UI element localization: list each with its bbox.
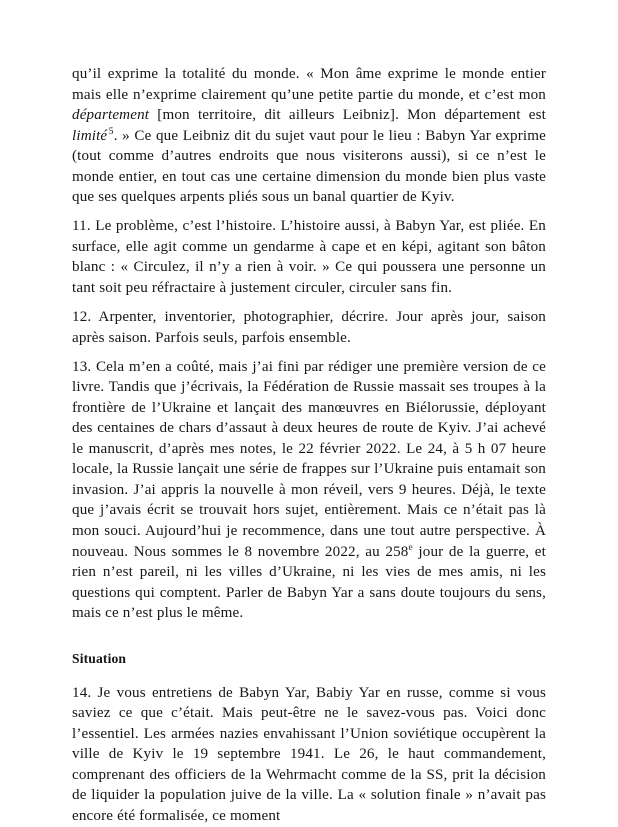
paragraph-11: 11. Le problème, c’est l’histoire. L’histoire aussi, à Babyn Yar, est pliée. En surface, elle agit comme un gendarme à cape et en képi, agitant son bâton blanc : « Circulez, il n’y a rien à voir. » Ce qui poussera une personne un tant soit peu réfractaire à justement circuler, circuler sans fin. xyxy=(72,218,546,296)
emphasis-text: département xyxy=(72,107,150,124)
footnote-marker: 5 xyxy=(108,126,114,137)
paragraph-14: 14. Je vous entretiens de Babyn Yar, Babiy Yar en russe, comme si vous saviez ce que c’était. Mais peut-être ne le savez-vous pas. Voici donc l’essentiel. Les armées nazies envahissant l’Union soviétique occupèrent la ville de Kyiv le 19 septembre 1941. Le 26, le haut commandement, comprenant des officiers de la Wehrmacht comme de la SS, prit la décision de liquider la population juive de la ville. La « solution finale » n’avait pas encore été formalisée, ce moment xyxy=(72,684,546,824)
section-heading-situation: Situation xyxy=(72,650,127,666)
text-column xyxy=(72,64,546,827)
paragraph-13: 13. Cela m’en a coûté, mais j’ai fini par rédiger une première version de ce livre. Tandis que j’écrivais, la Fédération de Russie massait ses troupes à la frontière de l’Ukraine et lançait des manœuvres en Biélorussie, déployant des centaines de chars d’assaut à deux heures de route de Kyiv. J’ai achevé le manuscrit, d’après mes notes, le 22 février 2022. Le 24, à 5 h 07 heure locale, la Russie lançait une série de frappes sur l’Ukraine puis entamait son invasion. J’ai appris la nouvelle à mon réveil, vers 9 heures. Déjà, le texte que j’avais écrit se trouvait hors sujet, entièrement. Mais ce n’était pas là mon souci. Aujourd’hui je recommence, dans une tout autre perspective. À nouveau. Nous sommes le 8 novembre 2022, au 258e jour de la guerre, et rien n’est pareil, ni les villes d’Ukraine, ni les vies de mes amis, ni les questions qui comptent. Parler de Babyn Yar a sans doute toujours du sens, mais ce n’est plus le même. xyxy=(72,358,547,622)
paragraph-continued: qu’il exprime la totalité du monde. « Mon âme exprime le monde entier mais elle n’exprime clairement qu’une petite partie du monde, et c’est mon département [mon territoire, dit ailleurs Leibniz]. Mon département est limité $^5$. » Ce que Leibniz dit du sujet vaut pour le lieu : Babyn Yar exprime (tout comme d’autres endroits que nous visiterons aussi), si ce n’est le monde entier, en tout cas une certaine dimension du monde bien plus vaste que ses quelques arpents pliés sous un banal quartier de Kyiv. xyxy=(72,66,546,206)
section-heading-wrapper xyxy=(72,649,546,669)
emphasis-text: limité xyxy=(72,127,108,144)
ordinal-superscript: e xyxy=(408,542,413,553)
paragraph-12: 12. Arpenter, inventorier, photographier, décrire. Jour après jour, saison après saison. Parfois seuls, parfois ensemble. xyxy=(72,309,546,346)
